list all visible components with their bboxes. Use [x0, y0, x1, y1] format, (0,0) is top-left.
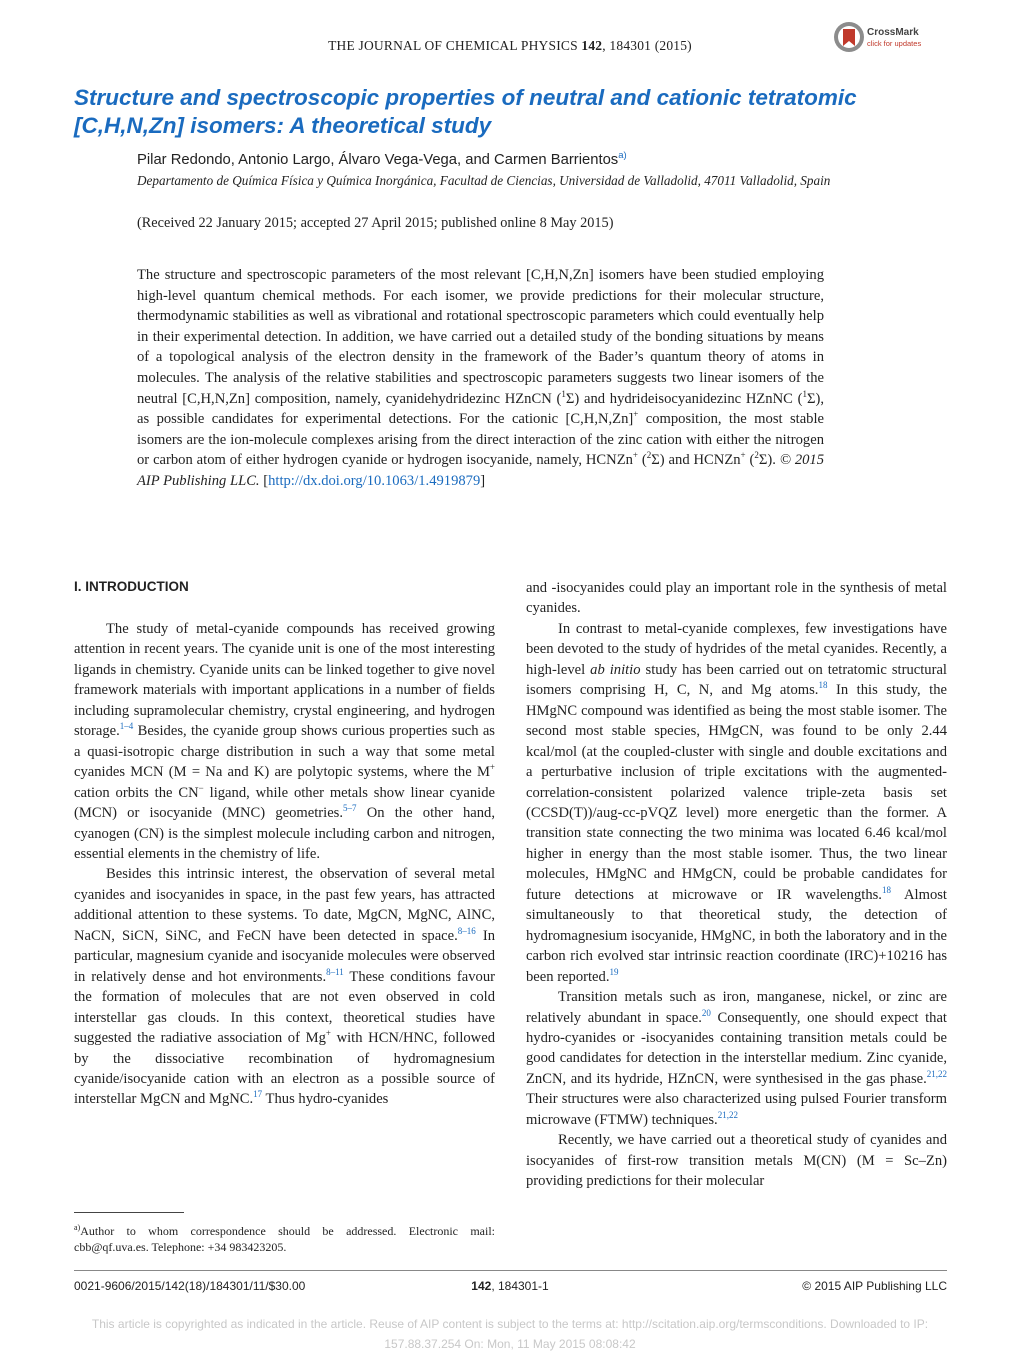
superscript: +: [633, 409, 639, 420]
paragraph: [74, 864, 495, 1109]
superscript: +: [489, 762, 495, 773]
right-column: [526, 578, 947, 1192]
paragraph-text: study has been carried out on tetratomic structural isomers comprising H, C, N, and Mg atoms.: [526, 661, 947, 699]
paragraph-text: In this study, the HMgNC compound was identified as being the most stable isomer. The second most stable species, HMgCN, was found to be only 2.44 kcal/mol (at the coupled-cluster with single and double excitations and a perturbative inclusion of triple excitations with the augmented-correlation-consistent polarized valence triple-zeta basis set (CCSD(T))/aug-cc-pVQZ level) more energetic than the former. A transition state connecting the two minima was located 6.46 kcal/mol higher in energy than the most stable isomer. Thus, the two linear molecules, HMgNC and HMgCN, could be probable candidates for future detections at microwave or IR wavelengths.: [526, 682, 947, 903]
paragraph-text: Thus hydro-cyanides: [262, 1091, 389, 1108]
reference-link[interactable]: 21,22: [926, 1069, 947, 1080]
superscript: +: [740, 450, 746, 461]
abstract-copyright: © 2015 AIP Publishing LLC.: [137, 452, 825, 489]
abstract-text: (: [638, 452, 647, 469]
crossmark-badge[interactable]: [833, 21, 933, 57]
paragraph-text: Besides, the cyanide group shows curious properties such as a quasi-isotropic charge distribution in such a way that some metal cyanides MCN (M = Na and K) are polytopic systems, where the M: [74, 723, 495, 781]
paragraph: [526, 987, 947, 1130]
reference-link[interactable]: 5–7: [343, 803, 357, 814]
paragraph-text: In particular, magnesium cyanide and isocyanide molecules were observed in relatively dense and hot environments.: [74, 927, 496, 985]
journal-name: THE JOURNAL OF CHEMICAL PHYSICS: [328, 38, 578, 53]
author-footnote-mark[interactable]: a): [618, 150, 627, 161]
footer-page: , 184301-1: [491, 1279, 549, 1293]
section-heading: I. INTRODUCTION: [74, 579, 189, 594]
paragraph-text: with HCN/HNC, followed by the dissociative recombination of hydromagnesium cyanide/isocyanide cation with an electron as a possible source of interstellar MgCN and MgNC.: [74, 1030, 495, 1108]
paragraph-text: Consequently, one should expect that hydro-cyanides or -isocyanides containing transition metals could be good candidates for detection in the interstellar medium. Zinc cyanide, ZnCN, and its hydride, HZnCN, were synthesised in the gas phase.: [526, 1009, 947, 1087]
paragraph-text: Recently, we have carried out a theoretical study of cyanides and isocyanides of first-row transition metals M(CN) (M = Sc–Zn) providing predictions for their molecular: [526, 1132, 947, 1190]
received-dates: (Received 22 January 2015; accepted 27 April 2015; published online 8 May 2015): [137, 215, 614, 231]
reference-link[interactable]: 8–16: [457, 925, 476, 936]
abstract-text: Σ).: [758, 452, 780, 469]
crossmark-icon: [833, 21, 865, 53]
crossmark-sublabel: click for updates: [867, 39, 922, 48]
superscript: 2: [754, 450, 759, 461]
reference-link[interactable]: 21,22: [717, 1109, 738, 1120]
abstract-text: ]: [480, 472, 486, 489]
superscript: +: [325, 1028, 331, 1039]
superscript: 2: [646, 450, 652, 461]
paragraph-text: Almost simultaneously to that theoretical study, the detection of hydromagnesium isocyanide, HMgNC, in both the laboratory and in the carbon rich evolved star intrinsic reaction coordinate (IRC)+10216 has been reported.: [526, 886, 947, 985]
paragraph-text: cation orbits the CN: [74, 784, 199, 801]
footnote-divider: [74, 1212, 184, 1213]
abstract-text: The structure and spectroscopic parameters of the most relevant [C,H,N,Zn] isomers have been studied employing high-level quantum chemical methods. For each isomer, we provide predictions for their molecular structure, thermodynamic stabilities as well as vibrational and rotational spectroscopic parameters which could eventually help in their experimental detection. In addition, we have carried out a detailed study of the bonding situations by means of a topological analysis of the electron density in the framework of the Bader’s quantum theory of atoms in molecules. The analysis of the relative stabilities and spectroscopic parameters suggests two linear isomers of the neutral [C,H,N,Zn] composition, namely, cyanidehydridezinc HZnCN (: [137, 267, 824, 407]
abstract-text: [: [259, 472, 269, 489]
download-notice-line: This article is copyrighted as indicated in the article. Reuse of AIP content is subject to the terms at: http://scitation.aip.org/termsconditions. Downloaded to IP:: [91, 1317, 929, 1331]
paragraph-text: and -isocyanides could play an important role in the synthesis of metal cyanides.: [526, 580, 947, 617]
paragraph-text: These conditions favour the formation of molecules that are not even observed in cold interstellar gas clouds. In this context, theoretical studies have suggested the radiative association of Mg: [74, 968, 495, 1047]
paragraph-text: Besides this intrinsic interest, the observation of several metal cyanides and isocyanides in space, in the past few years, has attracted additional attention to these systems. To date, MgCN, MgNC, AlNC, NaCN, SiCN, SiNC, and FeCN have been detected in space.: [74, 866, 495, 944]
affiliation: Departamento de Química Física y Química Inorgánica, Facultad de Ciencias, Universidad de Valladolid, 47011 Valladolid, Spain: [137, 173, 831, 188]
download-notice-line: 157.88.37.254 On: Mon, 11 May 2015 08:08:42: [384, 1337, 636, 1351]
article-number: , 184301 (2015): [602, 38, 692, 53]
footer-divider: [74, 1270, 947, 1271]
reference-link[interactable]: 17: [253, 1089, 263, 1100]
superscript: +: [632, 450, 638, 461]
abstract-text: composition, the most stable isomers are the ion-molecule complexes arising from the direct interaction of the zinc cation with either the nitrogen or carbon atom of either hydrogen cyanide or hydrogen isocyanide, namely, HCNZn: [137, 411, 824, 469]
footer-volume: 142: [471, 1279, 492, 1293]
italic-text: ab initio: [590, 661, 641, 678]
abstract: [137, 265, 824, 492]
author-list: [137, 150, 837, 168]
paragraph-text: On the other hand, cyanogen (CN) is the simplest molecule including carbon and nitrogen, essential elements in the chemistry of life.: [74, 805, 495, 862]
crossmark-label: CrossMark: [867, 27, 919, 38]
paragraph-text: The study of metal-cyanide compounds has received growing attention in recent years. The cyanide unit is one of the most interesting ligands in chemistry. Cyanide units can be linked together to give novel framework materials with important applications in a number of fields including supramolecular chemistry, crystal engineering, and hydrogen storage.: [74, 621, 495, 740]
author-footnote: [74, 1220, 495, 1255]
reference-link[interactable]: 19: [609, 966, 619, 977]
reference-link[interactable]: 18: [818, 680, 828, 691]
paragraph: [74, 619, 495, 864]
paragraph-text: Transition metals such as iron, manganese, nickel, or zinc are relatively abundant in space.: [526, 989, 947, 1026]
reference-link[interactable]: 20: [701, 1007, 711, 1018]
superscript: 1: [802, 388, 807, 399]
abstract-text: Σ), as possible candidates for experimental detections. For the cationic [C,H,N,Zn]: [137, 390, 825, 428]
paragraph: [526, 578, 947, 619]
abstract-text: Σ) and HCNZn: [651, 452, 741, 469]
abstract-text: Σ) and hydrideisocyanidezinc HZnNC (: [565, 390, 803, 407]
footnote-mark: a): [74, 1223, 81, 1232]
paragraph-text: ligand, while other metals show linear cyanide (MCN) or isocyanide (MNC) geometries.: [74, 784, 495, 822]
paragraph: [526, 619, 947, 987]
download-notice: [0, 1314, 1020, 1354]
paragraph-text: Their structures were also characterized using pulsed Fourier transform microwave (FTMW) techniques.: [526, 1091, 947, 1128]
footnote-text: Author to whom correspondence should be addressed. Electronic mail: cbb@qf.uva.es. Telephone: +34 983423205.: [74, 1224, 495, 1254]
reference-link[interactable]: 18: [881, 884, 891, 895]
reference-link[interactable]: 8–11: [326, 966, 344, 977]
left-column: [74, 619, 495, 1110]
paragraph-text: In contrast to metal-cyanide complexes, few investigations have been devoted to the study of hydrides of the metal cyanides. Recently, a high-level: [526, 620, 947, 678]
article-title: Structure and spectroscopic properties of neutral and cationic tetratomic [C,H,N,Zn] isomers: A theoretical study: [74, 85, 857, 138]
superscript: −: [198, 782, 204, 793]
footer-issn: 0021-9606/2015/142(18)/184301/11/$30.00: [74, 1279, 306, 1293]
footer-copyright: © 2015 AIP Publishing LLC: [802, 1279, 947, 1293]
doi-link[interactable]: http://dx.doi.org/10.1063/1.4919879: [268, 472, 481, 489]
superscript: 1: [561, 388, 566, 399]
reference-link[interactable]: 1–4: [119, 721, 134, 732]
abstract-text: (: [745, 452, 755, 469]
paragraph: [526, 1130, 947, 1191]
author-names: Pilar Redondo, Antonio Largo, Álvaro Vega-Vega, and Carmen Barrientos: [137, 151, 619, 168]
journal-volume: 142: [581, 38, 603, 53]
